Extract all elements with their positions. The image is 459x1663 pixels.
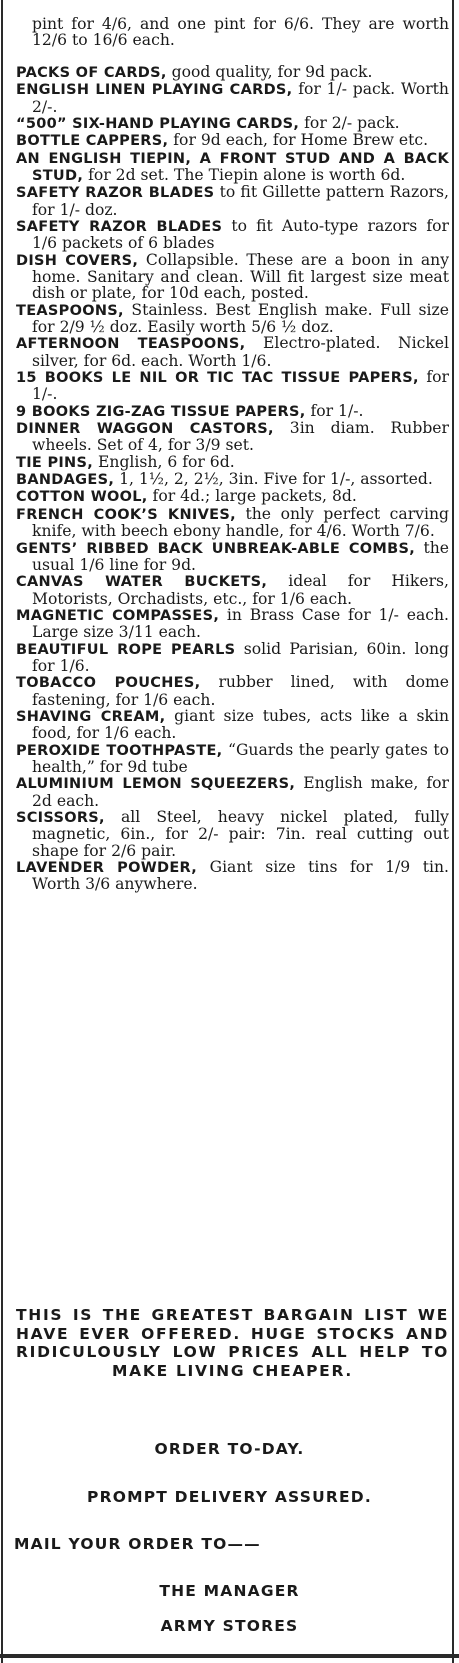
item-heading: SCISSORS,	[16, 810, 105, 826]
list-item	[16, 775, 449, 809]
list-item	[16, 540, 449, 574]
item-heading: ENGLISH LINEN PLAYING CARDS,	[16, 82, 293, 99]
item-description: “Guards the pearly gates to health,” for 9d tube	[32, 740, 449, 776]
item-description: good quality, for 9d pack.	[166, 62, 373, 81]
item-heading: 9 BOOKS ZIG-ZAG TISSUE PAPERS,	[16, 403, 306, 420]
list-item	[16, 150, 449, 185]
item-description: for 9d each, for Home Brew etc.	[168, 131, 429, 150]
list-item	[16, 641, 449, 675]
item-description: in Brass Case for 1/- each. Large size 3/11 each.	[32, 605, 449, 642]
item-description: English make, for 2d each.	[32, 774, 449, 810]
item-description: 1, 1½, 2, 2½, 3in. Five for 1/-, assorted.	[114, 470, 433, 489]
item-heading: PACKS OF CARDS,	[16, 64, 167, 81]
item-heading: BOTTLE CAPPERS,	[16, 133, 169, 150]
item-heading: COTTON WOOL,	[16, 489, 148, 506]
item-description: all Steel, heavy nickel plated, fully magnetic, 6in., for 2/- pair: 7in. real cutting out shape for 2/6 pair.	[32, 808, 449, 860]
list-item	[16, 403, 449, 420]
item-heading: GENTS’ RIBBED BACK UNBREAK-ABLE COMBS,	[16, 540, 416, 557]
left-column-rule	[1, 0, 3, 1663]
list-item	[16, 809, 449, 859]
list-item	[16, 420, 449, 454]
list-item	[16, 369, 449, 403]
list-item	[16, 742, 449, 776]
list-item	[16, 573, 449, 607]
item-description: pint for 4/6, and one pint for 6/6. They are worth 12/6 to 16/6 each.	[32, 14, 449, 49]
item-heading: DINNER WAGGON CASTORS,	[16, 421, 274, 438]
item-heading: 15 BOOKS LE NIL OR TIC TAC TISSUE PAPERS,	[16, 370, 419, 387]
item-heading: SHAVING CREAM,	[16, 708, 166, 725]
item-heading: FRENCH COOK’S KNIVES,	[16, 506, 236, 523]
item-heading: MAGNETIC COMPASSES,	[16, 607, 220, 624]
list-item	[16, 252, 449, 302]
item-heading: PEROXIDE TOOTHPASTE,	[16, 742, 223, 759]
item-description: for 2/- pack.	[299, 113, 400, 132]
list-item	[16, 607, 449, 641]
item-heading: BEAUTIFUL ROPE PEARLS	[16, 641, 236, 658]
list-item	[16, 454, 449, 471]
item-description: solid Parisian, 60in. long for 1/6.	[32, 639, 449, 675]
item-heading: CANVAS WATER BUCKETS,	[16, 574, 268, 591]
item-description: for 1/- pack. Worth 2/-.	[32, 80, 449, 116]
item-description: English, 6 for 6d.	[93, 452, 235, 471]
item-description: ideal for Hikers, Motorists, Orchadists, etc., for 1/6 each.	[32, 572, 449, 608]
item-description: the only perfect carving knife, with beech ebony handle, for 4/6. Worth 7/6.	[32, 504, 449, 541]
list-item	[16, 16, 449, 49]
prompt-delivery-line: PROMPT DELIVERY ASSURED.	[87, 1488, 372, 1506]
list-item	[16, 335, 449, 369]
list-item	[16, 471, 449, 488]
army-stores-line: ARMY STORES	[160, 1617, 299, 1635]
item-description: to fit Gillette pattern Razors, for 1/- doz.	[32, 183, 449, 219]
list-item	[16, 488, 449, 505]
item-description: Stainless. Best English make. Full size for 2/9 ½ doz. Easily worth 5/6 ½ doz.	[32, 300, 449, 337]
item-description: for 4d.; large packets, 8d.	[147, 487, 357, 506]
bargain-statement: THIS IS THE GREATEST BARGAIN LIST WE HAVE EVER OFFERED. HUGE STOCKS AND RIDICULOUSLY LOW PRICES ALL HELP TO MAKE LIVING CHEAPER.	[16, 1306, 449, 1380]
item-heading: ALUMINIUM LEMON SQUEEZERS,	[16, 776, 296, 793]
item-description: for 1/-.	[32, 368, 450, 404]
item-heading: AFTERNOON TEASPOONS,	[16, 336, 246, 353]
list-item	[16, 184, 449, 218]
item-description: for 1/-.	[305, 401, 364, 420]
item-description: Giant size tins for 1/9 tin. Worth 3/6 anywhere.	[32, 858, 449, 894]
list-item	[16, 81, 449, 115]
item-heading: TOBACCO POUCHES,	[16, 675, 201, 692]
item-description: giant size tubes, acts like a skin food, for 1/6 each.	[32, 706, 449, 743]
item-description: for 2d set. The Tiepin alone is worth 6d.	[83, 165, 406, 184]
list-item	[16, 115, 449, 132]
item-heading: TIE PINS,	[16, 454, 94, 471]
list-item	[16, 132, 449, 149]
item-description: 3in diam. Rubber wheels. Set of 4, for 3/9 set.	[32, 419, 449, 455]
list-item	[16, 859, 449, 893]
right-column-rule	[452, 0, 454, 1663]
item-description: the usual 1/6 line for 9d.	[32, 538, 450, 574]
list-item	[16, 674, 449, 708]
list-item	[16, 506, 449, 540]
manager-line: THE MANAGER	[159, 1582, 300, 1600]
item-heading: TEASPOONS,	[16, 302, 124, 319]
item-heading: SAFETY RAZOR BLADES	[16, 218, 223, 235]
bottom-border	[0, 1654, 459, 1658]
item-heading: DISH COVERS,	[16, 252, 139, 269]
list-item	[16, 218, 449, 252]
item-heading: SAFETY RAZOR BLADES	[16, 185, 215, 202]
item-description: rubber lined, with dome fastening, for 1/6 each.	[32, 673, 450, 709]
item-heading: AN ENGLISH TIEPIN, A FRONT STUD AND A BACK STUD,	[16, 150, 449, 184]
list-item	[16, 64, 449, 81]
mail-order-line: MAIL YOUR ORDER TO——	[14, 1535, 261, 1553]
item-heading: LAVENDER POWDER,	[16, 860, 198, 877]
item-description: Collapsible. These are a boon in any home. Sanitary and clean. Will fit largest size meat dish or plate, for 10d each, posted.	[32, 250, 450, 303]
list-item	[16, 708, 449, 742]
order-today-line: ORDER TO-DAY.	[154, 1440, 305, 1458]
item-heading: “500” SIX-HAND PLAYING CARDS,	[16, 115, 300, 132]
bargain-item-list	[16, 0, 449, 893]
item-description: Electro-plated. Nickel silver, for 6d. each. Worth 1/6.	[32, 334, 450, 370]
item-description: to fit Auto-type razors for 1/6 packets of 6 blades	[32, 216, 450, 253]
list-item	[16, 302, 449, 336]
item-heading: BANDAGES,	[16, 472, 115, 489]
